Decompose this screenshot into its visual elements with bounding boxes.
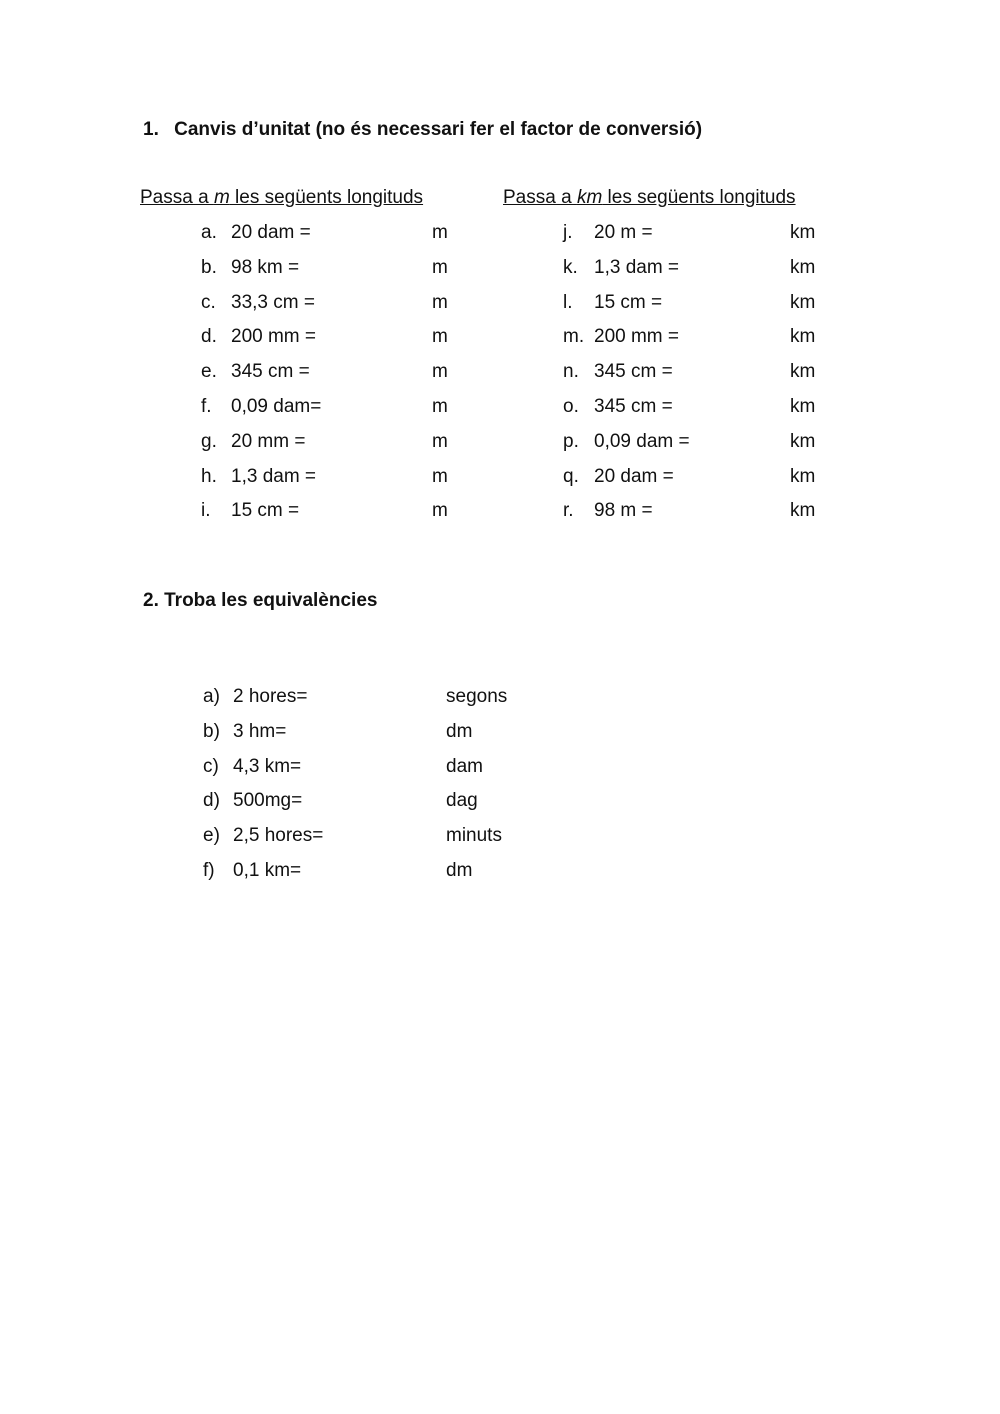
item-unit: dag — [446, 790, 478, 812]
list-item — [563, 466, 823, 501]
item-text: 345 cm = — [594, 395, 673, 417]
item-unit: km — [790, 430, 816, 452]
item-marker: f) — [203, 859, 215, 881]
list-item — [203, 860, 533, 895]
item-marker: d. — [201, 326, 217, 348]
item-text: 15 cm = — [594, 291, 663, 313]
list-item — [201, 222, 461, 257]
item-marker: m. — [563, 326, 585, 348]
item-text: 20 dam = — [594, 465, 674, 487]
list-item — [563, 222, 823, 257]
list-item — [201, 396, 461, 431]
item-marker: b) — [203, 720, 220, 742]
heading-unit: km — [576, 187, 603, 208]
item-marker: i. — [201, 500, 211, 522]
item-marker: f. — [201, 395, 212, 417]
item-text: 98 m = — [594, 500, 653, 522]
item-marker: b. — [201, 256, 217, 278]
heading-pre: Passa a — [503, 187, 577, 208]
list-item — [201, 466, 461, 501]
list-item — [201, 500, 461, 535]
item-marker: n. — [563, 361, 579, 383]
item-marker: a) — [203, 686, 220, 707]
list-item — [563, 326, 823, 361]
item-marker: p. — [563, 430, 579, 452]
item-marker: j. — [563, 222, 573, 243]
item-text: 345 cm = — [231, 361, 310, 383]
item-unit: km — [790, 395, 816, 417]
list-item — [203, 686, 533, 721]
item-text: 20 dam = — [231, 222, 311, 243]
item-text: 4,3 km= — [233, 755, 302, 777]
item-marker: a. — [201, 222, 217, 243]
item-unit: m — [432, 256, 448, 278]
heading-post: les següents longituds — [229, 187, 424, 208]
list-item — [563, 431, 823, 466]
item-text: 0,09 dam= — [231, 395, 322, 417]
item-unit: m — [432, 500, 448, 522]
item-text: 1,3 dam = — [231, 465, 317, 487]
item-unit: km — [790, 500, 816, 522]
item-marker: l. — [563, 291, 573, 313]
heading-unit: m — [213, 187, 230, 208]
list-item — [201, 292, 461, 327]
item-unit: dam — [446, 755, 483, 777]
section1-title: Canvis d’unitat (no és necessari fer el factor de conversió) — [174, 119, 703, 140]
item-unit: km — [790, 465, 816, 487]
item-marker: c. — [201, 291, 216, 313]
section2-title: 2. Troba les equivalències — [143, 590, 378, 611]
list-item — [203, 756, 533, 791]
list-item — [203, 790, 533, 825]
list-item — [201, 326, 461, 361]
heading-post: les següents longituds — [602, 187, 796, 208]
item-unit: km — [790, 361, 816, 383]
item-unit: m — [432, 326, 448, 348]
item-text: 2,5 hores= — [233, 825, 324, 847]
item-marker: e) — [203, 825, 220, 847]
list-item — [201, 431, 461, 466]
item-marker: h. — [201, 465, 217, 487]
heading-pre: Passa a — [140, 187, 214, 208]
item-text: 20 m = — [594, 222, 653, 243]
list-item — [203, 721, 533, 756]
list-item — [563, 361, 823, 396]
item-unit: dm — [446, 720, 473, 742]
item-unit: m — [432, 361, 448, 383]
item-text: 200 mm = — [594, 326, 680, 348]
item-text: 33,3 cm = — [231, 291, 315, 313]
item-text: 98 km = — [231, 256, 300, 278]
item-text: 3 hm= — [233, 720, 287, 742]
item-text: 500mg= — [233, 790, 303, 812]
item-unit: segons — [446, 686, 508, 707]
item-marker: k. — [563, 256, 578, 278]
list-item — [563, 396, 823, 431]
list-item — [203, 825, 533, 860]
right-column-heading — [503, 187, 796, 209]
item-unit: m — [432, 395, 448, 417]
item-unit: km — [790, 326, 816, 348]
list-item — [201, 361, 461, 396]
item-text: 200 mm = — [231, 326, 317, 348]
list-item — [201, 257, 461, 292]
item-marker: q. — [563, 465, 579, 487]
right-exercise-list — [563, 222, 823, 535]
item-marker: e. — [201, 361, 217, 383]
left-exercise-list — [201, 222, 461, 535]
list-item — [563, 257, 823, 292]
item-marker: g. — [201, 430, 217, 452]
item-text: 20 mm = — [231, 430, 306, 452]
item-unit: m — [432, 465, 448, 487]
item-unit: minuts — [446, 825, 502, 847]
item-unit: km — [790, 291, 816, 313]
item-text: 345 cm = — [594, 361, 673, 383]
item-unit: km — [790, 256, 816, 278]
item-marker: c) — [203, 755, 219, 777]
item-text: 0,1 km= — [233, 859, 302, 881]
list-item — [563, 500, 823, 535]
item-text: 1,3 dam = — [594, 256, 680, 278]
item-unit: m — [432, 222, 448, 243]
item-marker: d) — [203, 790, 220, 812]
item-unit: dm — [446, 859, 473, 881]
list-item — [563, 292, 823, 327]
item-text: 0,09 dam = — [594, 430, 690, 452]
section1-heading — [143, 119, 702, 141]
item-unit: m — [432, 291, 448, 313]
equivalence-list — [203, 686, 533, 895]
left-column-heading — [140, 187, 423, 209]
item-marker: o. — [563, 395, 579, 417]
item-marker: r. — [563, 500, 574, 522]
item-unit: m — [432, 430, 448, 452]
item-text: 15 cm = — [231, 500, 300, 522]
item-unit: km — [790, 222, 816, 243]
item-text: 2 hores= — [233, 686, 308, 707]
section1-number: 1. — [143, 119, 159, 140]
